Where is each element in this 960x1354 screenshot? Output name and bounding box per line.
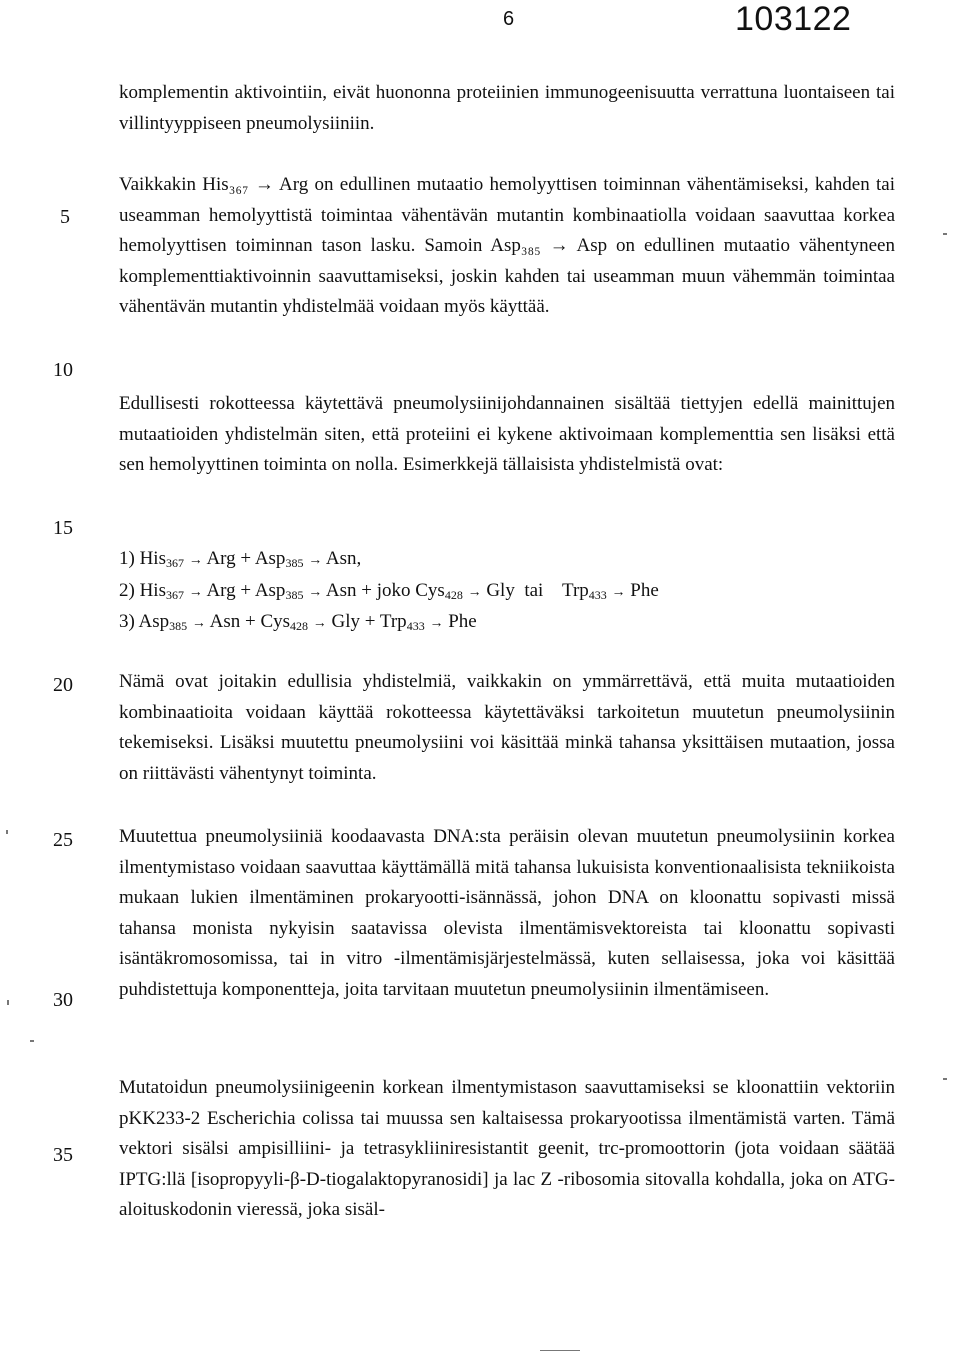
paragraph-5: Muutettua pneumolysiiniä koodaavasta DNA:sta peräisin olevan muutetun pneumolysiinin korkea ilmentymistaso voidaan saavuttaa käyttämällä mitä tahansa lukuisista konventionaalisista tekniikoista mukaan lukien ilmentäminen prokaryootti-isännässä, johon DNA on kloonattu sopivasti missä tahansa monista nykyisin saatavissa olevista ilmentämisvektoreista tai kloonattu sopivasti isäntäkromosomissa, tai in vitro -ilmentämisjärjestelmässä, kuten sellaisessa, joka voi käsittää puhdistettuja komponentteja, joita tarvitaan muutetun pneumolysiinin ilmentämiseen. <box>119 826 895 1000</box>
arrow-icon: → <box>188 553 203 568</box>
scan-speck <box>30 1040 34 1042</box>
line-number-15: 15 <box>53 517 73 539</box>
scan-speck <box>943 233 947 235</box>
line-number-25: 25 <box>53 829 73 851</box>
arrow-icon: → <box>312 616 327 631</box>
arrow-icon: → <box>611 585 626 600</box>
arrow-icon: → <box>429 616 444 631</box>
formula-3: 3) Asp385 → Asn + Cys428 → Gly + Trp433 → Phe <box>119 611 477 633</box>
arrow-icon: → <box>191 616 206 631</box>
scan-speck <box>540 1350 580 1351</box>
paragraph-1: komplementin aktivointiin, eivät huononna proteiinien immunogeenisuutta verrattuna luontaiseen tai villintyyppiseen pneumolysiiniin. <box>119 82 895 134</box>
line-number-30: 30 <box>53 989 73 1011</box>
formula-2: 2) His367 → Arg + Asp385 → Asn + joko Cys428 → Gly tai Trp433 → Phe <box>119 580 659 602</box>
line-number-5: 5 <box>60 206 70 228</box>
scan-speck <box>943 1078 947 1080</box>
arrow-icon: → <box>467 585 482 600</box>
page-number: 6 <box>503 8 515 30</box>
paragraph-4: Nämä ovat joitakin edullisia yhdistelmiä, vaikkakin on ymmärrettävä, että muita mutaatioiden kombinaatioita voidaan käyttää rokotteessa käytettäväksi tarkoitetun muutetun pneumolysiinin tekemiseksi. Lisäksi muutettu pneumolysiini voi käsittää minkä tahansa yksittäisen mutaation, jossa on riittävästi vähentynyt toiminta. <box>119 671 895 784</box>
paragraph-3: Edullisesti rokotteessa käytettävä pneumolysiinijohdannainen sisältää tiettyjen edellä mainittujen mutaatioiden yhdistelmän siten, että proteiini ei kykene aktivoimaan komplementtia sen lisäksi että sen hemolyyttinen toiminta on nolla. Esimerkkejä tällaisista yhdistelmistä ovat: <box>119 393 895 476</box>
line-number-10: 10 <box>53 359 73 381</box>
scan-speck <box>6 830 8 834</box>
arrow-icon: → <box>308 553 323 568</box>
patent-number: 103122 <box>735 0 852 38</box>
paragraph-2: Vaikkakin His₃₆₇ → Arg on edullinen mutaatio hemolyyttisen toiminnan vähentämiseksi, kahden tai useamman hemolyyttistä toimintaa vähentävän mutantin kombinaatiolla voidaan saavuttaa korkea hemolyyttisen toiminnan tason lasku. Samoin Asp₃₈₅ → Asp on edullinen mutaatio vähentyneen komplementtiaktivoinnin saavuttamiseksi, joskin kahden tai useamman muun vähemmän toimintaa vähentävän mutantin yhdistelmää voidaan myös käyttää. <box>119 174 895 318</box>
line-number-20: 20 <box>53 674 73 696</box>
arrow-icon: → <box>188 585 203 600</box>
line-number-35: 35 <box>53 1144 73 1166</box>
paragraph-6: Mutatoidun pneumolysiinigeenin korkean ilmentymistason saavuttamiseksi se kloonattiin vektoriin pKK233-2 Escherichia colissa tai muussa sen kaltaisessa prokaryootissa ilmentämistä varten. Tämä vektori sisälsi ampisilliini- ja tetrasykliiniresistantit geenit, trc-promoottorin (jota voidaan säätää IPTG:llä [isopropyyli-β-D-tiogalaktopyranosidi] ja lac Z -ribosomia sitovalla kohdalla, joka on ATG-aloituskodonin vieressä, joka sisäl- <box>119 1077 895 1221</box>
scan-speck <box>7 1000 9 1005</box>
arrow-icon: → <box>308 585 323 600</box>
formula-1: 1) His367 → Arg + Asp385 → Asn, <box>119 548 362 570</box>
